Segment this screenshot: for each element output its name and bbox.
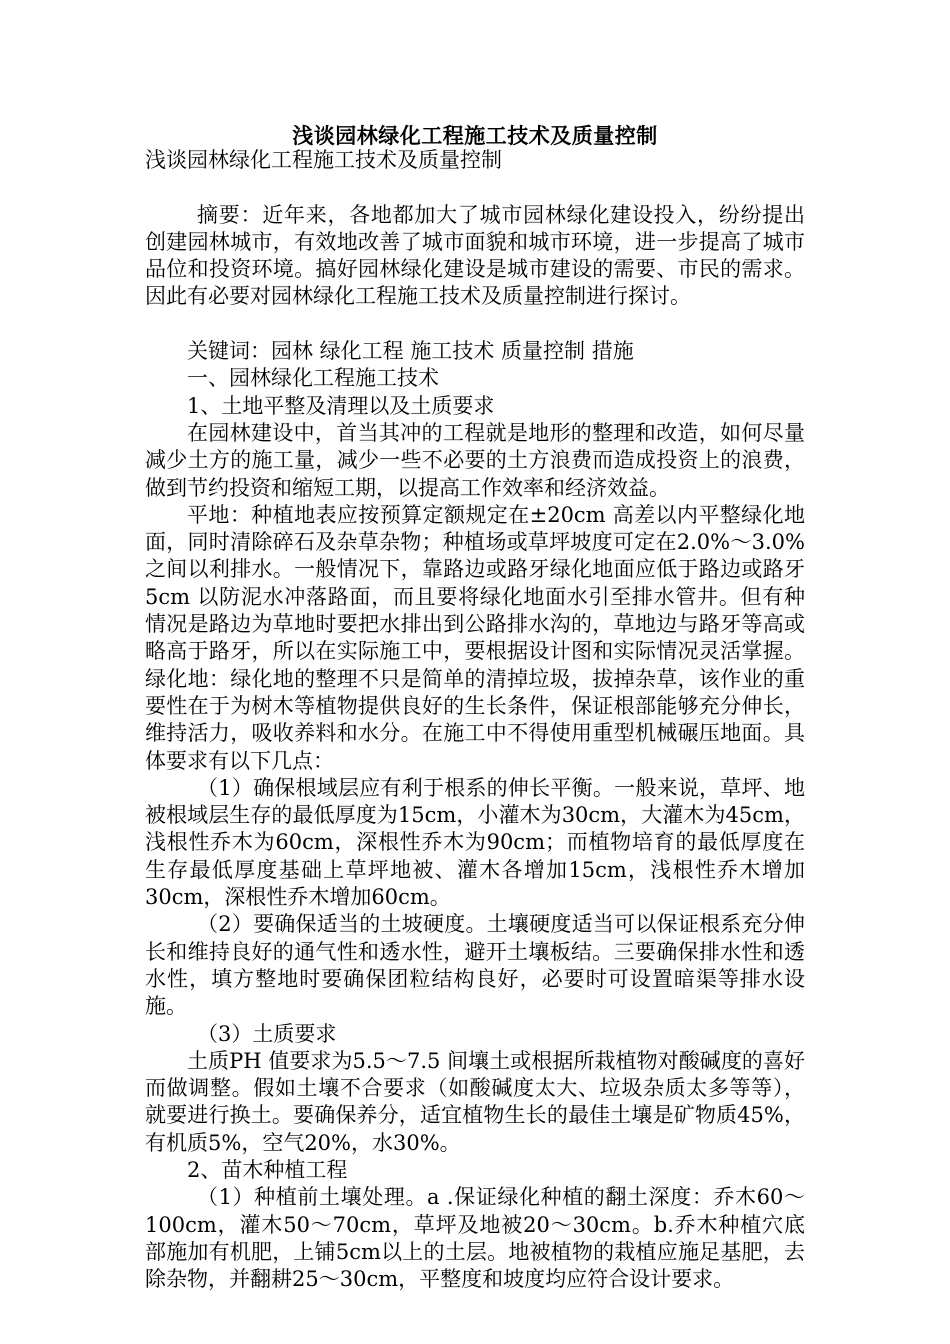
document-title: 浅谈园林绿化工程施工技术及质量控制 <box>292 123 658 148</box>
blank-line <box>145 174 805 201</box>
subsection-heading: 1、土地平整及清理以及土质要求 <box>187 393 495 418</box>
document-body <box>145 147 805 1293</box>
list-item: （1）确保根域层应有利于根系的伸长平衡。一般来说，草坪、地被根域层生存的最低厚度为15cm，小灌木为30cm，大灌木为45cm，浅根性乔木为60cm，深根性乔木为90cm；而植物培育的最低厚度在生存最低厚度基础上草坪地被、灌木各增加15cm，浅根性乔木增加30cm，深根性乔木增加60cm。 <box>145 775 805 910</box>
list-item: （1）种植前土壤处理。a .保证绿化种植的翻土深度：乔木60～100cm，灌木50～70cm，草坪及地被20～30cm。b.乔木种植穴底部施加有机肥，上铺5cm以上的土层。地被植物的栽植应施足基肥，去除杂物，并翻耕25～30cm，平整度和坡度均应符合设计要求。 <box>145 1185 805 1292</box>
section-heading: 一、园林绿化工程施工技术 <box>187 366 439 391</box>
body-paragraph: 平地：种植地表应按预算定额规定在±20cm 高差以内平整绿化地面，同时清除碎石及杂草杂物；种植场或草坪坡度可定在2.0%～3.0%之间以利排水。一般情况下，靠路边或路牙绿化地面应低于路边或路牙5cm 以防泥水冲落路面，而且要将绿化地面水引至排水管井。但有种情况是路边为草地时要把水排出到公路排水沟的，草地边与路牙等高或略高于路牙，所以在实际施工中，要根据设计图和实际情况灵活掌握。绿化地：绿化地的整理不只是简单的清掉垃圾，拔掉杂草，该作业的重要性在于为树木等植物提供良好的生长条件，保证根部能够充分伸长，维持活力，吸收养料和水分。在施工中不得使用重型机械碾压地面。具体要求有以下几点： <box>145 502 805 773</box>
subsection-heading: 2、苗木种植工程 <box>187 1157 348 1182</box>
list-item-heading: （3）土质要求 <box>197 1021 337 1046</box>
blank-line <box>145 311 805 338</box>
list-item: （2）要确保适当的土坡硬度。土壤硬度适当可以保证根系充分伸长和维持良好的通气性和透水性，避开土壤板结。三要确保排水性和透水性，填方整地时要确保团粒结构良好，必要时可设置暗渠等排水设施。 <box>145 912 805 1019</box>
body-paragraph: 在园林建设中，首当其冲的工程就是地形的整理和改造，如何尽量减少土方的施工量，减少一些不必要的土方浪费而造成投资上的浪费，做到节约投资和缩短工期，以提高工作效率和经济效益。 <box>145 420 805 500</box>
keywords-line: 关键词：园林 绿化工程 施工技术 质量控制 措施 <box>187 339 634 364</box>
document-subtitle: 浅谈园林绿化工程施工技术及质量控制 <box>145 148 502 172</box>
body-paragraph: 土质PH 值要求为5.5～7.5 间壤土或根据所栽植物对酸碱度的喜好而做调整。假如土壤不合要求（如酸碱度太大、垃圾杂质太多等等），就要进行换土。要确保养分，适宜植物生长的最佳土壤是矿物质45%，有机质5%，空气20%，水30%。 <box>145 1048 805 1155</box>
abstract-paragraph: 摘要：近年来，各地都加大了城市园林绿化建设投入，纷纷提出创建园林城市，有效地改善了城市面貌和城市环境，进一步提高了城市品位和投资环境。搞好园林绿化建设是城市建设的需要、市民的需求。因此有必要对园林绿化工程施工技术及质量控制进行探讨。 <box>145 202 805 309</box>
